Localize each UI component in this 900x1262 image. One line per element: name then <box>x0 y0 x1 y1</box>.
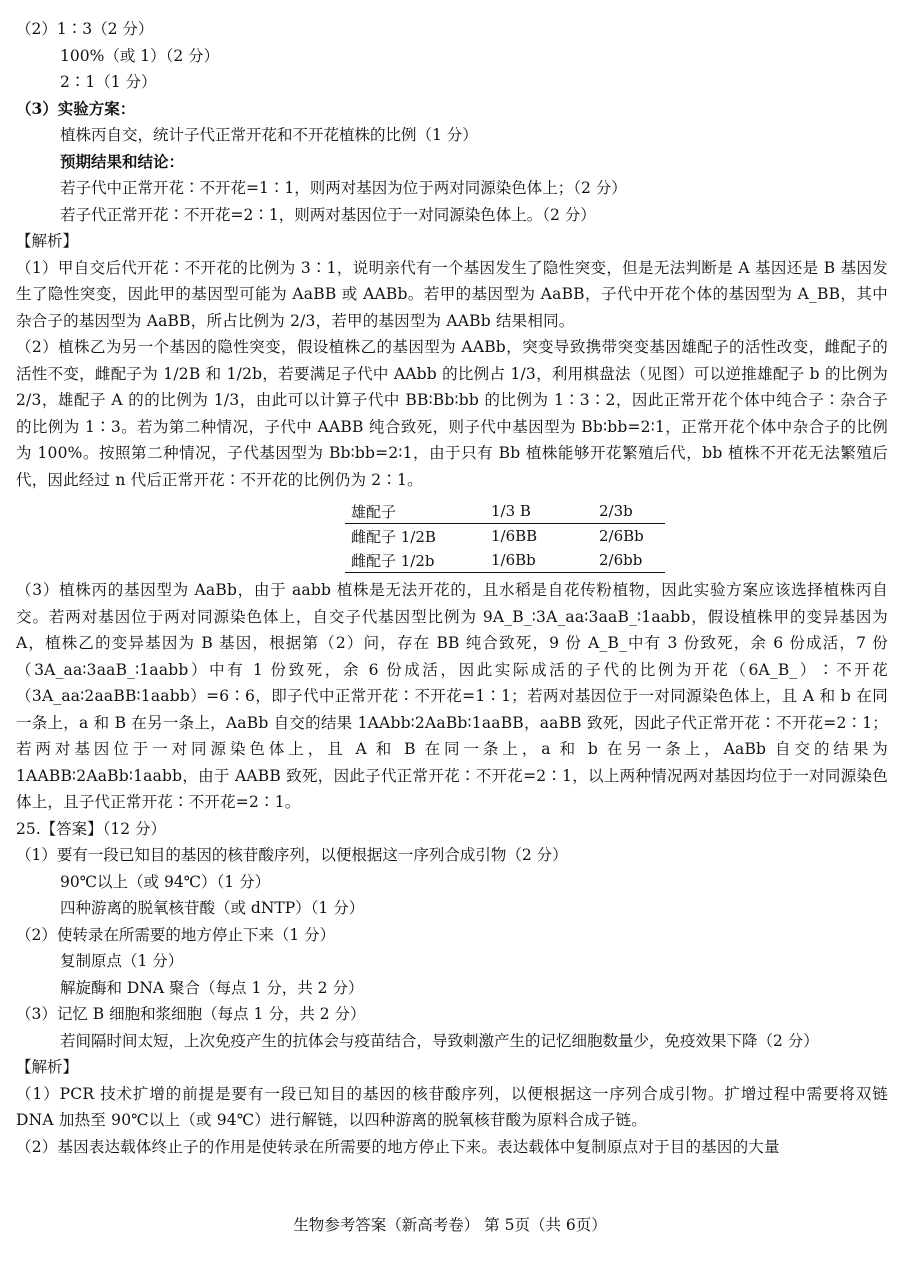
q25-answer-1b: 90℃以上（或 94℃）（1 分） <box>60 872 271 891</box>
table-header-cell: 1/3 B <box>485 499 593 524</box>
q2-answer-ratio: （2）1∶3（2 分） <box>16 20 154 38</box>
table-cell: 雌配子 1/2b <box>345 548 485 573</box>
q3-results-heading: 预期结果和结论： <box>60 151 185 171</box>
q25-answer-2b: 复制原点（1 分） <box>60 952 184 970</box>
q25-answer-2: （2）使转录在所需要的地方停止下来（1 分） <box>16 925 336 944</box>
q25-heading: 25.【答案】（12 分） <box>16 819 167 838</box>
q25-answer-3b: 若间隔时间太短，上次免疫产生的抗体会与疫苗结合，导致刺激产生的记忆细胞数量少，免疫效果下降（2 分） <box>60 1031 819 1050</box>
table-cell: 1/6BB <box>485 524 593 549</box>
table-header-cell: 2/3b <box>593 499 665 524</box>
page-footer: 生物参考答案（新高考卷） 第 5页（共 6页） <box>293 1216 607 1234</box>
table-cell: 1/6Bb <box>485 548 593 573</box>
analysis-paragraph-1: （1）甲自交后代开花∶不开花的比例为 3∶1，说明亲代有一个基因发生了隐性突变，但是无法判断是 A 基因还是 B 基因发生了隐性突变，因此甲的基因型可能为 AaBB 或 AABb。若甲的基因型为 AaBB，子代中开花个体的基因型为 A_BB，其中杂合子的基因型为 AaBB，所占比例为 2/3，若甲的基因型为 AABb 结果相同。 <box>16 258 888 330</box>
q2-answer-ratio-2: 2∶1（1 分） <box>60 73 157 91</box>
table-cell: 2/6bb <box>593 548 665 573</box>
analysis-paragraph-3: （3）植株丙的基因型为 AaBb，由于 aabb 植株是无法开花的，且水稻是自花传粉植物，因此实验方案应该选择植株丙自交。若两对基因位于两对同源染色体上，自交子代基因型比例为 9A_B_∶3A_aa∶3aaB_∶1aabb，假设植株甲的变异基因为 A，植株乙的变异基因为 B 基因，根据第（2）问，存在 BB 纯合致死，9 份 A_B_中有 3 份致死，余 6 份成活，7 份（3A_aa∶3aaB_∶1aabb）中有 1 份致死，余 6 份成活，因此实际成活的子代的比例为开花（6A_B_）∶不开花（3A_aa∶2aaBB∶1aabb）=6∶6，即子代中正常开花∶不开花=1∶1；若两对基因位于一对同源染色体上，且 A 和 b 在同一条上，a 和 B 在另一条上，AaBb 自交的结果 1AAbb∶2AaBb∶1aaBB，aaBB 致死，因此子代正常开花∶不开花=2∶1；若两对基因位于一对同源染色体上，且 A 和 B 在同一条上，a 和 b 在另一条上，AaBb 自交的结果为 1AABB∶2AaBb∶1aabb，由于 AABB 致死，因此子代正常开花∶不开花=2∶1，以上两种情况两对基因均位于一对同源染色体上，且子代正常开花∶不开花=2∶1。 <box>16 581 888 811</box>
table-cell: 2/6Bb <box>593 524 665 549</box>
q25-answer-1: （1）要有一段已知目的基因的核苷酸序列，以便根据这一序列合成引物（2 分） <box>16 846 568 864</box>
analysis-paragraph-2: （2）植株乙为另一个基因的隐性突变，假设植株乙的基因型为 AABb，突变导致携带突变基因雄配子的活性改变，雌配子的活性不变，雌配子为 1/2B 和 1/2b，若要满足子代中 AAbb 的比例占 1/3，利用棋盘法（见图）可以逆推雄配子 b 的比例为 2/3，雄配子 A 的的比例为 1/3，由此可以计算子代中 BB∶Bb∶bb 的比例为 1∶3∶2，因此正常开花个体中纯合子∶杂合子的比例为 1∶3。若为第二种情况，子代中 AABB 纯合致死，则子代中基因型为 Bb∶bb=2∶1，正常开花个体中杂合子的比例为 100%。按照第二种情况，子代基因型为 Bb∶bb=2∶1，由于只有 Bb 植株能够开花繁殖后代，bb 植株不开花无法繁殖后代，因此经过 n 代后正常开花∶不开花的比例仍为 2∶1。 <box>16 338 888 489</box>
analysis2-paragraph-1: （1）PCR 技术扩增的前提是要有一段已知目的基因的核苷酸序列，以便根据这一序列合成引物。扩增过程中需要将双链 DNA 加热至 90℃以上（或 94℃）进行解链，以四种游离的脱氧核苷酸为原料合成子链。 <box>16 1084 888 1129</box>
q3-result-2: 若子代正常开花∶不开花=2∶1，则两对基因位于一对同源染色体上。（2 分） <box>60 205 596 224</box>
analysis-heading-2: 【解析】 <box>16 1058 79 1076</box>
q25-answer-1c: 四种游离的脱氧核苷酸（或 dNTP）（1 分） <box>60 899 365 917</box>
q25-answer-2c: 解旋酶和 DNA 聚合（每点 1 分，共 2 分） <box>60 978 364 997</box>
q25-answer-3: （3）记忆 B 细胞和浆细胞（每点 1 分，共 2 分） <box>16 1005 366 1023</box>
q3-plan-text: 植株丙自交，统计子代正常开花和不开花植株的比例（1 分） <box>60 126 478 144</box>
q3-plan-heading: （3）实验方案： <box>16 98 136 118</box>
answer-page <box>16 16 888 1160</box>
analysis-heading: 【解析】 <box>16 232 79 250</box>
gamete-punnett-table <box>345 499 665 573</box>
analysis2-paragraph-2: （2）基因表达载体终止子的作用是使转录在所需要的地方停止下来。表达载体中复制原点对于目的基因的大量 <box>16 1137 780 1156</box>
table-row <box>345 524 665 549</box>
q2-answer-percent: 100%（或 1）（2 分） <box>60 46 220 65</box>
table-cell: 雌配子 1/2B <box>345 524 485 549</box>
table-header-row <box>345 499 665 524</box>
table-header-cell: 雄配子 <box>345 499 485 524</box>
table-row <box>345 548 665 573</box>
q3-result-1: 若子代中正常开花∶不开花=1∶1，则两对基因为位于两对同源染色体上；（2 分） <box>60 179 627 197</box>
